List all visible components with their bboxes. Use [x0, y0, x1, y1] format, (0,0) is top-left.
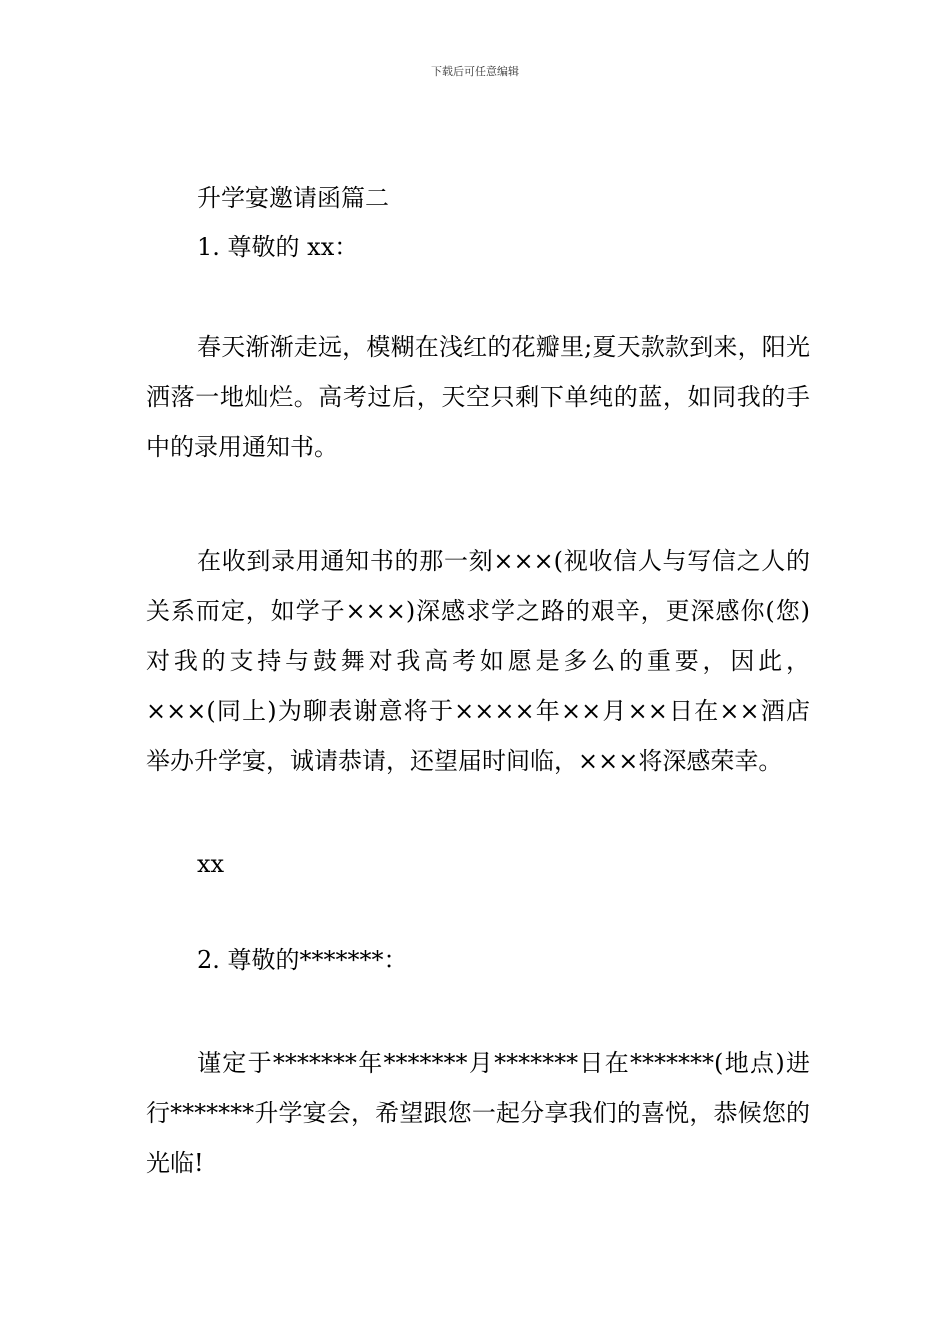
salutation-2: 2. 尊敬的*******： [197, 946, 408, 974]
spacer [146, 786, 810, 846]
document-body [146, 180, 810, 1188]
salutation-1: 1. 尊敬的 xx： [197, 233, 359, 261]
document-title: 升学宴邀请函篇二 [197, 184, 389, 212]
signature: xx [197, 850, 225, 878]
spacer [146, 978, 810, 1038]
page-header-note: 下载后可任意编辑 [431, 65, 519, 78]
paragraph-2: 在收到录用通知书的那一刻×××(视收信人与写信之人的关系而定，如学子×××)深感求学之路的艰辛，更深感你(您)对我的支持与鼓舞对我高考如愿是多么的重要，因此，×××(同上)为聊表谢意将于××××年××月××日在××酒店举办升学宴，诚请恭请，还望届时间临，×××将深感荣幸。 [146, 547, 810, 775]
spacer [146, 265, 810, 329]
spacer [146, 882, 810, 942]
paragraph-1: 春天渐渐走远，模糊在浅红的花瓣里;夏天款款到来，阳光洒落一地灿烂。高考过后，天空只剩下单纯的蓝，如同我的手中的录用通知书。 [146, 333, 810, 461]
spacer [146, 472, 810, 536]
paragraph-3: 谨定于*******年*******月*******日在*******(地点)进行*******升学宴会，希望跟您一起分享我们的喜悦，恭候您的光临! [146, 1049, 810, 1177]
